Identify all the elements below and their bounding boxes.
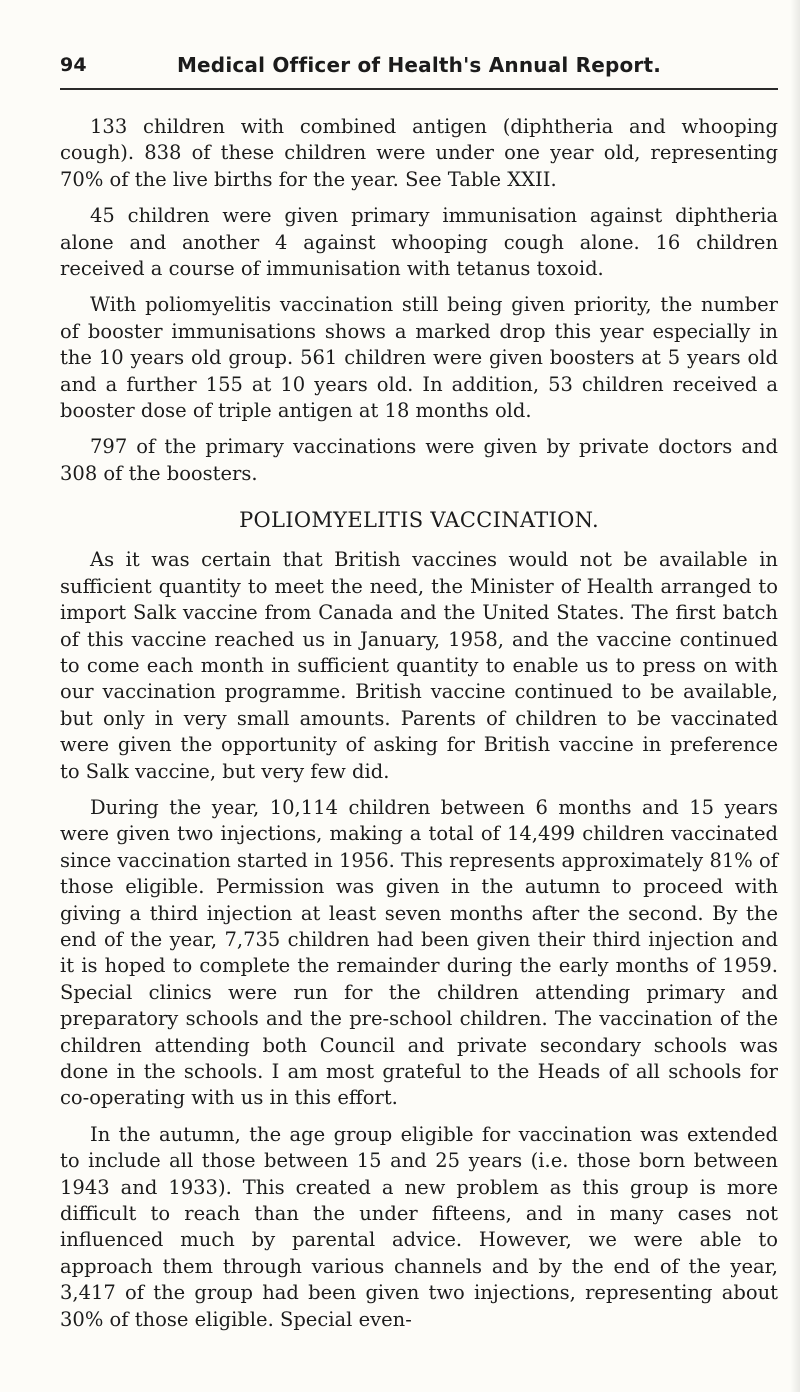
page-number: 94 (60, 54, 87, 76)
paragraph-primary-immunisation: 45 children were given primary immunisation against diphtheria alone and another 4 against whooping cough alone. 16 children received a course of immunisation with tetanus toxoid. (60, 204, 778, 281)
page-edge-shadow (790, 0, 800, 1392)
paragraph-booster-immunisations: With poliomyelitis vaccination still being given priority, the number of booster immunisations shows a marked drop this year especially in the 10 years old group. 561 children were given boosters at 5 years old and a further 155 at 10 years old. In addition, 53 children received a booster dose of triple antigen at 18 months old. (60, 293, 778, 423)
running-title: Medical Officer of Health's Annual Report. (176, 53, 662, 77)
paragraph-private-doctors: 797 of the primary vaccinations were given by private doctors and 308 of the boosters. (60, 435, 778, 485)
page-body (60, 114, 778, 1343)
paragraph-combined-antigen: 133 children with combined antigen (diphtheria and whooping cough). 838 of these children were under one year old, representing 70% of the live births for the year. See Table XXII. (60, 115, 778, 191)
page-header (60, 54, 778, 90)
paragraph-age-group-extended: In the autumn, the age group eligible for vaccination was extended to include all those between 15 and 25 years (i.e. those born between 1943 and 1933). This created a new problem as this group is more difficult to reach than the under fifteens, and in many cases not influenced much by parental advice. However, we were able to approach them through various channels and by the end of the year, 3,417 of the group had been given two injections, representing about 30% of those eligible. Special even- (60, 1122, 778, 1331)
paragraph-injections-during-year: During the year, 10,114 children between 6 months and 15 years were given two injections, making a total of 14,499 children vaccinated since vaccination started in 1956. This represents approximately 81% of those eligible. Permission was given in the autumn to proceed with giving a third injection at least seven months after the second. By the end of the year, 7,735 children had been given their third injection and it is hoped to complete the remainder during the early months of 1959. Special clinics were run for the children attending primary and preparatory schools and the pre-school children. The vaccination of the children attending both Council and private secondary schools was done in the schools. I am most grateful to the Heads of all schools for co-operating with us in this effort. (60, 795, 778, 1110)
section-heading-poliomyelitis: POLIOMYELITIS VACCINATION. (239, 508, 599, 533)
paragraph-salk-vaccine-import: As it was certain that British vaccines would not be available in sufficient quantity to meet the need, the Minister of Health arranged to import Salk vaccine from Canada and the United States. The first batch of this vaccine reached us in January, 1958, and the vaccine continued to come each month in sufficient quantity to enable us to press on with our vaccination programme. British vaccine continued to be available, but only in very small amounts. Parents of children to be vaccinated were given the opportunity of asking for British vaccine in preference to Salk vaccine, but very few did. (60, 548, 778, 783)
